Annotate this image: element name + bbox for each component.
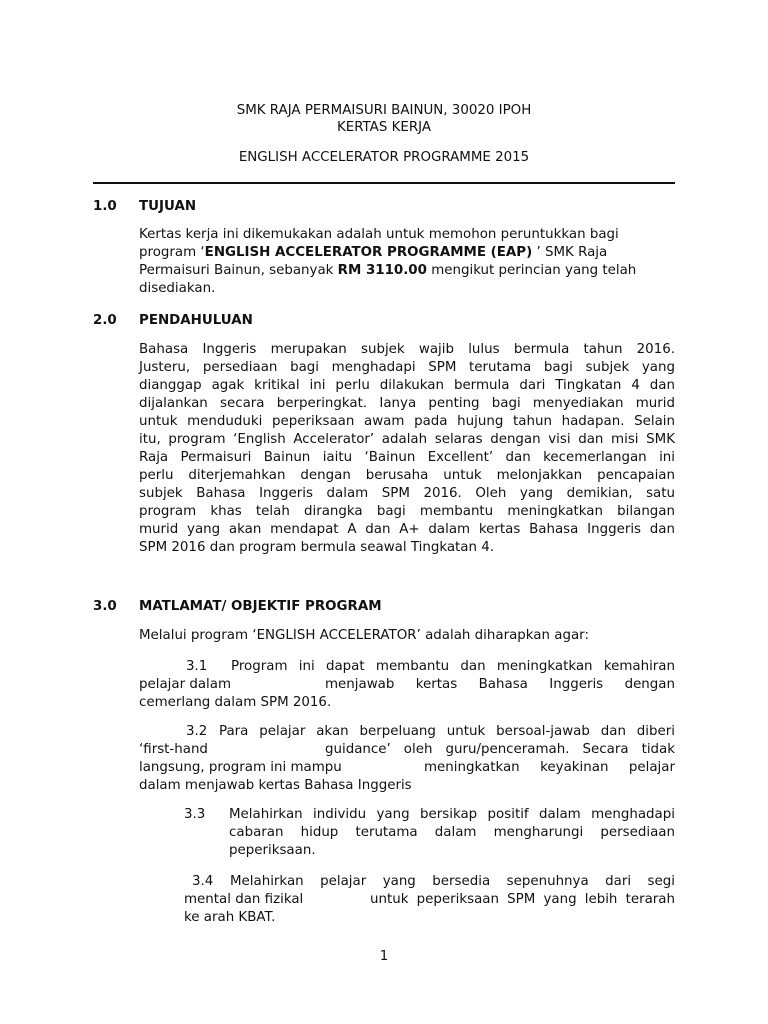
objective-3-4: [184, 873, 675, 927]
objective-line: [139, 759, 675, 777]
section-1-title: TUJUAN: [139, 199, 197, 214]
objective-text: Melahirkan pelajar yang bersedia sepenuhnya dari segi: [230, 874, 675, 889]
objective-line: cemerlang dalam SPM 2016.: [139, 695, 332, 710]
section-1-text: Permaisuri Bainun, sebanyak: [139, 263, 338, 278]
section-2-line: subjek Bahasa Inggeris dalam SPM 2016. Oleh yang demikian, satu: [139, 486, 675, 501]
section-3-heading: [93, 598, 382, 616]
section-2-line: itu, program ‘English Accelerator’ adalah selaras dengan visi dan misi SMK: [139, 432, 675, 447]
objective-line: ke arah KBAT.: [184, 910, 276, 925]
objective-line: [139, 741, 675, 759]
section-3-number: 3.0: [93, 599, 117, 614]
objective-number: 3.4: [192, 874, 214, 889]
section-2-line: Justeru, persediaan bagi menghadapi SPM terutama bagi subjek yang: [139, 360, 675, 375]
programme-title: ENGLISH ACCELERATOR PROGRAMME 2015: [238, 150, 530, 165]
section-3-title: MATLAMAT/ OBJEKTIF PROGRAM: [139, 599, 382, 614]
section-1-text: program ‘: [139, 245, 205, 260]
objective-3-3: [184, 806, 675, 860]
objective-number: 3.1: [186, 659, 208, 674]
section-3-intro: [139, 627, 675, 645]
section-2-line: SPM 2016 dan program bermula seawal Tingkatan 4.: [139, 540, 495, 555]
objective-3-1: [139, 658, 675, 712]
section-2-body: [139, 341, 675, 557]
section-2-heading: [93, 312, 253, 330]
objective-text: mental dan fizikal: [184, 892, 304, 907]
amount-bold: RM 3110.00: [337, 263, 427, 278]
objective-text: guidance’ oleh guru/penceramah. Secara tidak: [325, 742, 675, 757]
objective-line: [139, 658, 675, 676]
section-1-number: 1.0: [93, 199, 117, 214]
objective-line: dalam menjawab kertas Bahasa Inggeris: [139, 778, 412, 793]
section-2-line: dijalankan secara berperingkat. Ianya penting bagi menyediakan murid: [139, 396, 675, 411]
section-2-line: Bahasa Inggeris merupakan subjek wajib lulus bermula tahun 2016.: [139, 342, 675, 357]
school-name: SMK RAJA PERMAISURI BAINUN, 30020 IPOH: [236, 103, 532, 118]
objective-number: 3.2: [186, 724, 208, 739]
objective-text: meningkatkan keyakinan pelajar: [424, 760, 675, 775]
page-number: 1: [379, 949, 389, 964]
section-1-line: [139, 262, 675, 280]
section-2-number: 2.0: [93, 313, 117, 328]
objective-text: menjawab kertas Bahasa Inggeris dengan: [325, 677, 675, 692]
objective-number: 3.3: [184, 807, 206, 822]
section-2-line: murid yang akan mendapat A dan A+ dalam kertas Bahasa Inggeris dan: [139, 522, 675, 537]
section-1-body: [139, 226, 675, 298]
section-2-line: Raja Permaisuri Bainun iaitu ‘Bainun Excellent’ dan kecemerlangan ini: [139, 450, 675, 465]
section-2-title: PENDAHULUAN: [139, 313, 253, 328]
section-1-text: ’ SMK Raja: [532, 245, 608, 260]
document-type: KERTAS KERJA: [336, 120, 432, 135]
header-divider: [93, 182, 675, 184]
objective-text: untuk peperiksaan SPM yang lebih terarah: [370, 892, 675, 907]
section-2-line: perlu diterjemahkan dengan berusaha untuk melonjakkan pencapaian: [139, 468, 675, 483]
objective-line: [184, 873, 675, 891]
objective-text: langsung, program ini mampu: [139, 760, 342, 775]
objective-3-2: [139, 723, 675, 795]
section-1-text: mengikut perincian yang telah: [426, 263, 637, 278]
section-1-line: Kertas kerja ini dikemukakan adalah untuk memohon peruntukkan bagi: [139, 227, 619, 242]
section-2-line: program khas telah dirangka bagi membantu meningkatkan bilangan: [139, 504, 675, 519]
objective-line: cabaran hidup terutama dalam mengharungi persediaan: [229, 825, 675, 840]
section-2-line: untuk menduduki peperiksaan awam pada hujung tahun hadapan. Selain: [139, 414, 675, 429]
objective-text: Para pelajar akan berpeluang untuk bersoal-jawab dan diberi: [219, 724, 675, 739]
section-3-intro-text: Melalui program ‘ENGLISH ACCELERATOR’ adalah diharapkan agar:: [139, 628, 589, 643]
section-1-heading: [93, 198, 196, 216]
section-1-line: [139, 244, 675, 262]
objective-text: Program ini dapat membantu dan meningkatkan kemahiran: [231, 659, 675, 674]
objective-line: peperiksaan.: [229, 843, 316, 858]
section-2-line: dianggap agak kritikal ini perlu dilakukan bermula dari Tingkatan 4 dan: [139, 378, 675, 393]
objective-line: Melahirkan individu yang bersikap positif dalam menghadapi: [229, 807, 675, 822]
programme-name-bold: ENGLISH ACCELERATOR PROGRAMME (EAP): [204, 245, 533, 260]
section-1-line: disediakan.: [139, 281, 216, 296]
objective-line: [139, 676, 675, 694]
objective-line: [184, 891, 675, 909]
objective-text: pelajar dalam: [139, 677, 232, 692]
objective-text: ‘first-hand: [139, 742, 208, 757]
objective-line: [139, 723, 675, 741]
